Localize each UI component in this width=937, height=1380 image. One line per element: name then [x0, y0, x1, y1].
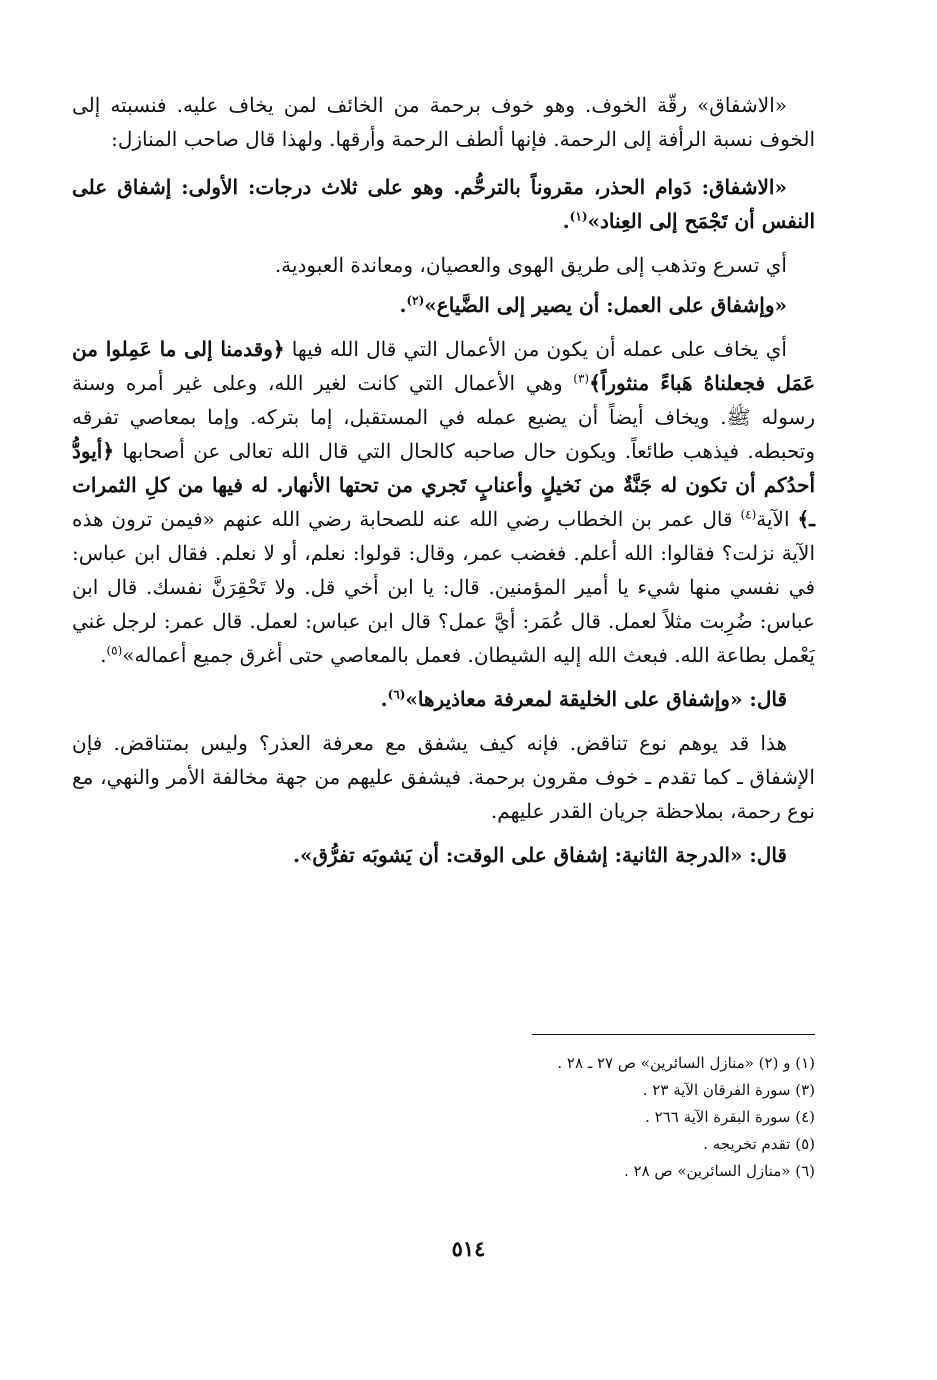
footnote-divider	[532, 1034, 815, 1035]
footnote-ref-3: (٣)	[573, 371, 590, 386]
footnote-6: (٦) «منازل السائرين» ص ٢٨ .	[623, 1162, 815, 1180]
paragraph-1-text: «الاشفاق» رقّة الخوف. وهو خوف برحمة من الخائف لمن يخاف عليه. فنسبته إلى الخوف نسبة الرأفة إلى الرحمة. فإنها ألطف الرحمة وأرقها. ولهذا قال صاحب المنازل:	[72, 93, 815, 151]
paragraph-7-text: هذا قد يوهم نوع تناقض. فإنه كيف يشفق مع معرفة العذر؟ وليس بمتناقض. فإن الإشفاق ـ كما تقدم ـ خوف مقرون برحمة. فيشفق عليهم من جهة مخالفة الأمر والنهي، مع نوع رحمة، بملاحظة جريان القدر عليهم.	[72, 731, 815, 823]
footnote-4: (٤) سورة البقرة الآية ٢٦٦ .	[645, 1108, 815, 1126]
footnote-ref-2: (٢)	[406, 293, 425, 308]
paragraph-4-text: «وإشفاق على العمل: أن يصير إلى الضَّياع»	[424, 293, 787, 317]
footnote-ref-5: (٥)	[106, 643, 123, 658]
footnote-ref-6: (٦)	[387, 687, 406, 702]
paragraph-5-ayah-word: الآية	[756, 507, 798, 531]
paragraph-6-text: قال: «وإشفاق على الخليقة لمعرفة معاذيرها»	[405, 687, 787, 711]
paragraph-6-end: .	[380, 687, 388, 711]
paragraph-1	[72, 88, 815, 156]
paragraph-3-text: أي تسرع وتذهب إلى طريق الهوى والعصيان، ومعاندة العبودية.	[274, 253, 787, 277]
paragraph-2-text: «الاشفاق: دَوام الحذر، مقروناً بالترحُّم. وهو على ثلاث درجات: الأولى: إشفاق على النفس أن تَجْمَح إلى العِناد»	[72, 175, 815, 233]
footnote-1: (١) و (٢) «منازل السائرين» ص ٢٧ ـ ٢٨ .	[557, 1054, 815, 1072]
paragraph-5-text-e: قال عمر بن الخطاب رضي الله عنه للصحابة رضي الله عنهم «فيمن ترون هذه الآية نزلت؟ فقالوا: الله أعلم. فغضب عمر، وقال: قولوا: نعلم، أو لا نعلم. فقال ابن عباس: في نفسي منها شيء يا أمير المؤمنين. قال: يا ابن أخي قل. ولا تَحْقِرَنَّ نفسك. قال ابن عباس: ضُرِبت مثلاً لعمل. قال عُمَر: أيَّ عمل؟ قال ابن عباس: لعمل. قال عمر: لرجل غني يَعْمل بطاعة الله. فبعث الله إليه الشيطان. فعمل بالمعاصي حتى أغرق جميع أعماله»	[72, 507, 815, 667]
quran-verse-baqara: ﴿أيودُّ أحدُكم أن تكون له جَنَّةٌ من نَخيلٍ وأعنابٍ تَجري من تحتها الأنهار. له فيها من كلِ الثمرات ـ﴾	[72, 439, 816, 531]
paragraph-3	[72, 248, 815, 282]
paragraph-2-end: .	[562, 209, 570, 233]
footnote-3: (٣) سورة الفرقان الآية ٢٣ .	[642, 1081, 815, 1099]
paragraph-5-text-c: وهي الأعمال التي كانت لغير الله، وعلى غير أمره وسنة رسوله ﷺ. ويخاف أيضاً أن يضيع عمله في المستقبل، إما بتركه. وإما بمعاصي تفرقه وتحبطه. فيذهب طائعاً. ويكون حال صاحبه كالحال التي قال الله تعالى عن أصحابها	[72, 371, 815, 463]
footnotes	[72, 1050, 815, 1185]
page-number: ٥١٤	[451, 1236, 486, 1261]
paragraph-7	[72, 726, 815, 828]
paragraph-8-text: قال: «الدرجة الثانية: إشفاق على الوقت: أن يَشوبَه تفرُّق».	[293, 843, 787, 867]
footnote-5: (٥) تقدم تخريجه .	[703, 1135, 815, 1153]
footnote-ref-1: (١)	[569, 209, 588, 224]
page-body	[72, 88, 815, 872]
paragraph-8-quote	[72, 838, 815, 872]
paragraph-5-end: .	[100, 643, 107, 667]
paragraph-6-quote	[72, 682, 815, 716]
paragraph-5-text-a: أي يخاف على عمله أن يكون من الأعمال التي قال الله فيها	[284, 337, 787, 361]
paragraph-4-end: .	[399, 293, 407, 317]
paragraph-4-quote	[72, 288, 815, 322]
paragraph-2-quote	[72, 170, 815, 238]
quran-verse-furqan: ﴿وقدمنا إلى ما عَمِلوا من عَمَل فجعلناهُ هَباءً منثوراً﴾	[72, 337, 815, 395]
footnote-ref-4: (٤)	[740, 507, 757, 522]
paragraph-5	[72, 332, 815, 672]
